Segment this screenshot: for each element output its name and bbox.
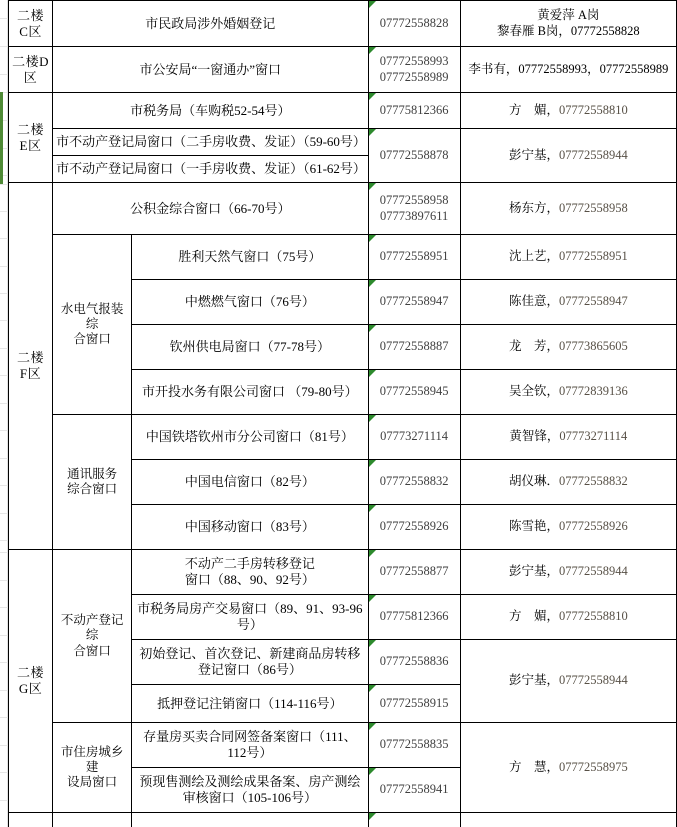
contact-number: 07772558944 bbox=[558, 564, 628, 579]
window-phone-cell-next[interactable] bbox=[368, 813, 460, 827]
gutter-row-separator bbox=[0, 607, 8, 608]
window-phone-text: 07772558945 bbox=[379, 384, 449, 399]
window-name-text: 市民政局涉外婚姻登记 bbox=[145, 15, 276, 31]
window-phone-text: 07772558915 bbox=[379, 695, 449, 710]
table-row bbox=[9, 550, 677, 595]
gutter-row-separator bbox=[0, 552, 8, 553]
table-row bbox=[9, 235, 677, 280]
contact-person-cell[interactable] bbox=[460, 640, 676, 723]
window-name-cell[interactable] bbox=[132, 595, 368, 640]
contact-person-cell[interactable] bbox=[460, 460, 676, 505]
table-row bbox=[9, 415, 677, 460]
table-row bbox=[9, 93, 677, 129]
group-line-1: 不动产登记综 bbox=[60, 613, 124, 643]
gutter-row-separator bbox=[0, 800, 8, 801]
contact-number: 07772558958 bbox=[558, 200, 628, 215]
window-name-text: 市公安局“一窗通办”窗口 bbox=[139, 61, 282, 77]
window-phone-cell[interactable] bbox=[368, 93, 460, 129]
contact-number: 07772839136 bbox=[558, 384, 628, 399]
window-phone-cell[interactable] bbox=[368, 640, 460, 685]
gutter-row-separator bbox=[0, 348, 8, 349]
area-cell-g[interactable] bbox=[9, 550, 53, 813]
contact-person-cell[interactable] bbox=[460, 280, 676, 325]
green-error-triangle-icon bbox=[369, 460, 376, 467]
window-name-cell[interactable] bbox=[132, 280, 368, 325]
area-cell-c[interactable] bbox=[9, 1, 53, 47]
contact-name: 吴全钦， bbox=[508, 384, 559, 399]
window-phone-line-1: 07772558993 bbox=[379, 54, 449, 69]
group-line-2: 合窗口 bbox=[73, 332, 111, 347]
gutter-row-separator bbox=[0, 18, 8, 19]
contact-name: 杨东方， bbox=[508, 200, 559, 215]
green-error-triangle-icon bbox=[369, 129, 376, 136]
contact-name: 黄智锋， bbox=[509, 429, 560, 444]
window-phone-cell[interactable] bbox=[368, 685, 460, 723]
contact-name: 方 媚， bbox=[508, 102, 559, 117]
contact-name: 彭宁基， bbox=[508, 147, 559, 162]
green-error-triangle-icon bbox=[369, 415, 376, 422]
gutter-row-separator bbox=[0, 458, 8, 459]
green-error-triangle-icon bbox=[369, 505, 376, 512]
window-name-cell[interactable] bbox=[132, 505, 368, 550]
contact-person-cell[interactable] bbox=[460, 235, 676, 280]
window-name-cell[interactable] bbox=[132, 640, 368, 685]
window-name-line-1: 初始登记、首次登记、新建商品房转移 bbox=[139, 646, 361, 662]
window-name-text: 公积金综合窗口（66-70号） bbox=[130, 200, 291, 216]
area-cell-f[interactable] bbox=[9, 183, 53, 550]
green-error-triangle-icon bbox=[369, 235, 376, 242]
contact-name: 沈上艺， bbox=[508, 249, 559, 264]
window-name-cell[interactable] bbox=[132, 723, 368, 768]
window-phone-line-1: 07772558958 bbox=[379, 193, 449, 208]
contact-person-cell[interactable] bbox=[460, 1, 676, 47]
window-phone-cell[interactable] bbox=[368, 505, 460, 550]
window-phone-cell[interactable] bbox=[368, 550, 460, 595]
contact-number: 07772558944 bbox=[558, 147, 628, 162]
gutter-row-separator bbox=[0, 46, 8, 47]
contact-name: 方 慧， bbox=[508, 759, 559, 774]
contact-number: 07772558810 bbox=[558, 609, 628, 624]
window-name-cell[interactable] bbox=[132, 325, 368, 370]
gutter-row-separator bbox=[0, 635, 8, 636]
gutter-row-separator bbox=[0, 375, 8, 376]
window-phone-text: 07772558951 bbox=[379, 249, 449, 264]
contact-number: 07772558975 bbox=[558, 759, 628, 774]
group-line-1: 水电气报装综 bbox=[60, 301, 124, 331]
area-line-1: 二楼 bbox=[17, 7, 45, 23]
area-line-2: C区 bbox=[19, 23, 42, 39]
gutter-row-separator bbox=[0, 717, 8, 718]
window-name-cell[interactable] bbox=[132, 235, 368, 280]
area-cell-e[interactable] bbox=[9, 93, 53, 183]
group-cell-housing[interactable] bbox=[53, 723, 132, 813]
window-name-line-1: 存量房买卖合同网签备案窗口（111、 bbox=[143, 729, 357, 745]
window-name-cell[interactable] bbox=[132, 768, 368, 813]
area-line-2: E区 bbox=[19, 137, 42, 153]
contact-number: 07772558951 bbox=[558, 249, 628, 264]
window-phone-line-2: 07772558989 bbox=[379, 69, 449, 84]
area-line-1: 二楼 bbox=[17, 665, 45, 681]
window-phone-text: 07772558836 bbox=[379, 654, 449, 669]
green-error-triangle-icon bbox=[369, 723, 376, 730]
green-error-triangle-icon bbox=[369, 640, 376, 647]
area-cell-d[interactable] bbox=[9, 47, 53, 93]
contact-person-cell[interactable] bbox=[460, 550, 676, 595]
green-error-triangle-icon bbox=[369, 768, 376, 775]
gutter-row-separator bbox=[0, 403, 8, 404]
gutter-row-separator bbox=[0, 320, 8, 321]
window-phone-cell[interactable] bbox=[368, 723, 460, 768]
contact-line-1: 黄爱萍 A岗 bbox=[537, 8, 600, 23]
window-name-cell[interactable] bbox=[53, 129, 368, 156]
table-row bbox=[9, 183, 677, 235]
window-name-text: 市开投水务有限公司窗口 （79-80号） bbox=[142, 384, 358, 400]
window-phone-cell[interactable] bbox=[368, 415, 460, 460]
contact-number: 07772558947 bbox=[558, 294, 628, 309]
table-row bbox=[9, 129, 677, 156]
gutter-row-separator bbox=[0, 745, 8, 746]
group-line-1: 通讯服务 bbox=[67, 466, 118, 481]
window-phone-cell[interactable] bbox=[368, 768, 460, 813]
gutter-row-separator bbox=[0, 772, 8, 773]
contact-name: 方 媚， bbox=[508, 609, 559, 624]
window-name-text: 市税务局房产交易窗口（89、91、93-96号） bbox=[137, 601, 363, 632]
window-phone-text: 07775812366 bbox=[379, 102, 449, 117]
table-row-clipped bbox=[9, 813, 677, 827]
contact-person-cell[interactable] bbox=[460, 415, 676, 460]
group-cell-realestate[interactable] bbox=[53, 550, 132, 723]
group-line-2: 设局窗口 bbox=[67, 775, 118, 790]
window-name-text: 钦州供电局窗口（77-78号） bbox=[169, 339, 331, 355]
area-line-2: F区 bbox=[19, 366, 42, 381]
window-name-text: 市不动产登记局窗口（一手房收费、发证）（61-62号） bbox=[56, 161, 366, 177]
window-phone-cell[interactable] bbox=[368, 280, 460, 325]
contact-person-cell[interactable] bbox=[460, 723, 676, 813]
gutter-row-separator bbox=[0, 690, 8, 691]
contact-person-cell[interactable] bbox=[460, 325, 676, 370]
window-phone-text: 07772558941 bbox=[379, 782, 449, 797]
window-phone-text: 07775812366 bbox=[379, 609, 449, 624]
area-line-1: 二楼 bbox=[17, 350, 45, 366]
gutter-row-separator bbox=[0, 513, 8, 514]
green-error-triangle-icon bbox=[369, 595, 376, 602]
window-phone-cell[interactable] bbox=[368, 183, 460, 235]
gutter-row-separator bbox=[0, 485, 8, 486]
contact-number: 07772558810 bbox=[558, 102, 628, 117]
window-phone-cell[interactable] bbox=[368, 129, 460, 183]
contact-name: 陈雪艳， bbox=[508, 519, 559, 534]
area-line-2: G区 bbox=[18, 681, 43, 696]
window-name-cell[interactable] bbox=[53, 47, 368, 93]
window-phone-cell[interactable] bbox=[368, 235, 460, 280]
window-phone-cell[interactable] bbox=[368, 47, 460, 93]
window-name-cell[interactable] bbox=[132, 550, 368, 595]
window-phone-text: 07772558887 bbox=[379, 339, 449, 354]
window-phone-text: 07772558926 bbox=[379, 519, 449, 534]
contact-person-cell-next[interactable] bbox=[460, 813, 676, 827]
contact-name: 胡仪琳． bbox=[508, 474, 559, 489]
contact-person-cell[interactable] bbox=[460, 370, 676, 415]
contact-name: 彭宁基， bbox=[508, 673, 559, 688]
group-cell-next[interactable] bbox=[53, 813, 132, 827]
window-name-cell[interactable] bbox=[132, 460, 368, 505]
contact-name: 彭宁基， bbox=[508, 564, 559, 579]
area-line-2: 区 bbox=[23, 69, 38, 85]
green-error-triangle-icon bbox=[369, 685, 376, 692]
group-line-2: 综合窗口 bbox=[67, 482, 118, 496]
window-name-cell[interactable] bbox=[53, 93, 368, 129]
group-cell-utilities[interactable] bbox=[53, 235, 132, 415]
green-error-triangle-icon bbox=[369, 370, 376, 377]
contact-number: 07772558832 bbox=[558, 474, 628, 489]
green-error-triangle-icon bbox=[369, 47, 376, 54]
window-phone-text: 07772558878 bbox=[379, 147, 449, 162]
window-name-line-2: 112号） bbox=[227, 745, 273, 760]
window-name-text: 抵押登记注销窗口（114-116号） bbox=[157, 695, 343, 711]
window-name-text: 市税务局（车购税52-54号） bbox=[130, 102, 291, 118]
window-phone-text: 07772558877 bbox=[379, 564, 449, 579]
green-error-triangle-icon bbox=[369, 183, 376, 190]
group-line-1: 市住房城乡建 bbox=[60, 744, 124, 774]
area-line-1: 二楼D bbox=[12, 53, 49, 69]
window-name-line-1: 预现售测绘及测绘成果备案、房产测绘 bbox=[139, 774, 361, 790]
spreadsheet-grid[interactable] bbox=[8, 0, 677, 827]
green-error-triangle-icon bbox=[369, 550, 376, 557]
contact-number: 07773865605 bbox=[558, 339, 628, 354]
window-phone-cell[interactable] bbox=[368, 1, 460, 47]
table-row bbox=[9, 47, 677, 93]
contact-person-cell[interactable] bbox=[460, 93, 676, 129]
window-phone-text: 07772558828 bbox=[379, 15, 449, 30]
gutter-row-separator bbox=[0, 580, 8, 581]
window-phone-cell[interactable] bbox=[368, 325, 460, 370]
window-name-line-2: 窗口（88、90、92号） bbox=[184, 572, 315, 587]
group-cell-telecom[interactable] bbox=[53, 415, 132, 550]
group-line-2: 合窗口 bbox=[73, 643, 111, 658]
window-name-cell[interactable] bbox=[132, 685, 368, 723]
green-error-triangle-icon bbox=[369, 813, 376, 820]
window-phone-cell[interactable] bbox=[368, 595, 460, 640]
window-phone-line-2: 07773897611 bbox=[379, 208, 449, 223]
window-phone-cell[interactable] bbox=[368, 460, 460, 505]
contact-name: 陈佳意， bbox=[508, 294, 559, 309]
table-row bbox=[9, 723, 677, 768]
window-name-cell[interactable] bbox=[132, 415, 368, 460]
green-error-triangle-icon bbox=[369, 280, 376, 287]
table-row bbox=[9, 1, 677, 47]
window-name-cell-next[interactable] bbox=[132, 813, 368, 827]
gutter-row-separator bbox=[0, 430, 8, 431]
window-name-cell[interactable] bbox=[53, 156, 368, 183]
contact-line-2: 黎春雁 B岗，07772558828 bbox=[496, 23, 640, 38]
window-phone-cell[interactable] bbox=[368, 370, 460, 415]
window-name-text: 中燃燃气窗口（76号） bbox=[184, 294, 315, 310]
contact-number: 07773271114 bbox=[559, 429, 628, 444]
office-window-contact-table bbox=[8, 0, 677, 827]
window-name-text: 中国铁塔钦州市分公司窗口（81号） bbox=[145, 429, 354, 445]
gutter-row-separator bbox=[0, 266, 8, 267]
contact-number: 07772558926 bbox=[558, 519, 628, 534]
window-phone-text: 07772558835 bbox=[379, 737, 449, 752]
gutter-row-separator bbox=[0, 184, 8, 185]
window-name-line-1: 不动产二手房转移登记 bbox=[184, 556, 315, 572]
window-phone-text: 07773271114 bbox=[380, 429, 448, 444]
gutter-row-separator bbox=[0, 662, 8, 663]
window-name-text: 中国电信窗口（82号） bbox=[184, 474, 315, 490]
green-error-triangle-icon bbox=[369, 325, 376, 332]
window-phone-text: 07772558832 bbox=[379, 474, 449, 489]
window-name-line-2: 登记窗口（86号） bbox=[197, 662, 302, 677]
green-error-triangle-icon bbox=[369, 1, 376, 8]
window-name-text: 中国移动窗口（83号） bbox=[184, 519, 315, 535]
area-line-1: 二楼 bbox=[17, 121, 45, 137]
gutter-row-separator bbox=[0, 293, 8, 294]
window-name-cell[interactable] bbox=[53, 1, 368, 47]
green-error-triangle-icon bbox=[369, 93, 376, 100]
contact-name: 龙 芳， bbox=[508, 339, 559, 354]
window-phone-text: 07772558947 bbox=[379, 294, 449, 309]
gutter-row-separator bbox=[0, 211, 8, 212]
selection-indicator-strip bbox=[0, 92, 3, 184]
window-name-cell[interactable] bbox=[53, 183, 368, 235]
contact-number: 07772558944 bbox=[558, 673, 628, 688]
window-name-text: 胜利天然气窗口（75号） bbox=[178, 249, 322, 265]
contact-person-cell[interactable] bbox=[460, 595, 676, 640]
contact-person-cell[interactable] bbox=[460, 47, 676, 93]
window-name-line-2: 审核窗口（105-106号） bbox=[182, 790, 318, 805]
contact-person-cell[interactable] bbox=[460, 505, 676, 550]
window-name-cell[interactable] bbox=[132, 370, 368, 415]
gutter-row-separator bbox=[0, 540, 8, 541]
gutter-row-separator bbox=[0, 238, 8, 239]
contact-person-cell[interactable] bbox=[460, 183, 676, 235]
contact-person-cell[interactable] bbox=[460, 129, 676, 183]
contact-text: 李书有，07772558993，07772558989 bbox=[468, 61, 669, 76]
area-cell-next[interactable] bbox=[9, 813, 53, 827]
gutter-row-separator bbox=[0, 74, 8, 75]
window-name-text: 市不动产登记局窗口（二手房收费、发证）（59-60号） bbox=[56, 134, 366, 150]
